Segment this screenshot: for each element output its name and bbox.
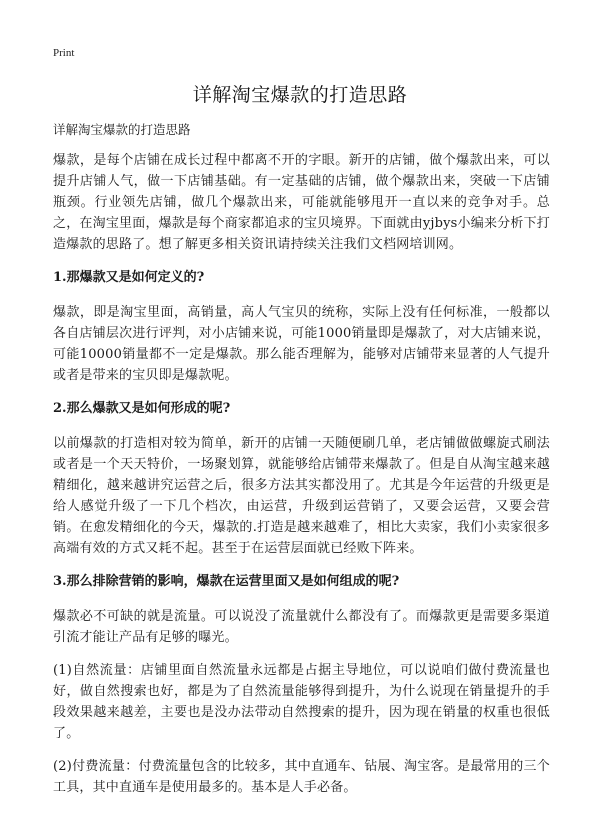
article-body <box>53 150 550 810</box>
section-heading-3: 3.那么排除营销的影响，爆款在运营里面又是如何组成的呢? <box>53 574 400 589</box>
section-heading-2: 2.那么爆款又是如何形成的呢? <box>53 401 231 416</box>
print-label: Print <box>53 47 75 59</box>
section-3-paragraph-3: (2)付费流量：付费流量包含的比较多，其中直通车、钻展、淘宝客。是最常用的三个工具，其中直通车是使用最多的。基本是人手必备。 <box>53 759 550 795</box>
section-heading-1: 1.那爆款又是如何定义的? <box>53 270 205 285</box>
intro-paragraph: 爆款，是每个店铺在成长过程中都离不开的字眼。新开的店铺，做个爆款出来，可以提升店铺人气，做一下店铺基础。有一定基础的店铺，做个爆款出来，突破一下店铺瓶颈。行业领先店铺，做几个爆款出来，可能就能够甩开一直以来的竞争对手。总之，在淘宝里面，爆款是每个商家都追求的宝贝境界。下面就由yjbys小编来分析下打造爆款的思路了。想了解更多相关资讯请持续关注我们文档网培训网。 <box>53 153 550 252</box>
section-3-paragraph-1: 爆款必不可缺的就是流量。可以说没了流量就什么都没有了。而爆款更是需要多渠道引流才能让产品有足够的曝光。 <box>53 609 550 645</box>
section-1-paragraph: 爆款，即是淘宝里面，高销量，高人气宝贝的统称，实际上没有任何标准，一般都以各自店铺层次进行评判，对小店铺来说，可能1000销量即是爆款了，对大店铺来说，可能10000销量都不一定是爆款。那么能否理解为，能够对店铺带来显著的人气提升或者是带来的宝贝即是爆款呢。 <box>53 305 550 383</box>
section-3-paragraph-2: (1)自然流量：店铺里面自然流量永远都是占据主导地位，可以说咱们做付费流量也好，做自然搜索也好，都是为了自然流量能够得到提升，为什么说现在销量提升的手段效果越来越差，主要也是没办法带动自然搜索的提升，因为现在销量的权重也很低了。 <box>53 663 550 741</box>
page-title: 详解淘宝爆款的打造思路 <box>192 84 408 106</box>
section-2-paragraph: 以前爆款的打造相对较为简单，新开的店铺一天随便刷几单，老店铺做做螺旋式刷法或者是一个天天特价，一场聚划算，就能够给店铺带来爆款了。但是自从淘宝越来越精细化，越来越讲究运营之后，很多方法其实都没用了。尤其是今年运营的升级更是给人感觉升级了一下几个档次，由运营，升级到运营销了，又要会运营，又要会营销。在愈发精细化的今天，爆款的.打造是越来越难了，相比大卖家，我们小卖家很多高端有效的方式又耗不起。甚至于在运营层面就已经败下阵来。 <box>53 436 550 556</box>
document-subtitle: 详解淘宝爆款的打造思路 <box>53 122 191 137</box>
